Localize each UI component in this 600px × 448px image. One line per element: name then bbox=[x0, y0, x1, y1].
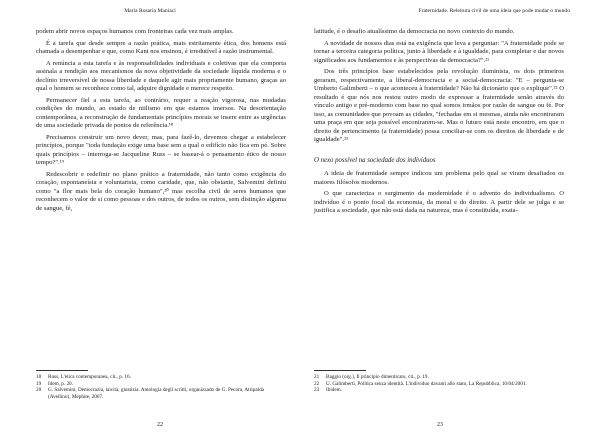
paragraph: A novidade de nossos dias está na exigência que leva a perguntar: "A fraternidade pode se tornar a terceira categoria política, junto à liberdade e à igualdade, para completar e dar novos significados aos fundamentos e às perspectivas da democracia?".²¹ bbox=[314, 39, 564, 64]
section-title: O nexo possível na sociedade dos indivíduos bbox=[314, 156, 436, 164]
footnote bbox=[36, 381, 286, 388]
footnote-text: U. Galimberti, Politica senza identità. L'individuo davanti allo stato, La Repubblica, 10/04/2001. bbox=[326, 380, 527, 387]
paragraph: Dos três princípios base estabelecidos pela revolução iluminista, os dois primeiros geraram, respectivamente, a liberal-democracia e a social-democracia: "E – pergunta-se Umberto Galimberti – o que aconteceu à fraternidade? Não há dicionário que o explique".²² O resultado é que nós nos restou outro modo de expressar a fraternidade senão através do vínculo antigo e pré-moderno com base no qual somos irmãos por razão de sangue ou fé. Por isso, as comunidades que povoam as cidades, "fechadas em si mesmas, ainda não encontraram uma praça em que seja possível encontrarem-se. Mas o futuro está neste encontro, em que o direito de pertencimento (a fraternidade) possa conciliar-se com os direitos de liberdade e de igualdade".²³ bbox=[314, 68, 564, 143]
footnote-number: 23 bbox=[314, 387, 320, 394]
left-page-number: 22 bbox=[157, 422, 163, 428]
left-body-text bbox=[36, 28, 286, 213]
footnote-number: 20 bbox=[36, 387, 42, 394]
right-body-text bbox=[314, 28, 564, 216]
paragraph: podem abrir novos espaços humanos com fronteiras cada vez mais amplas. bbox=[36, 28, 234, 35]
footnote bbox=[314, 374, 564, 381]
footnote-number: 19 bbox=[36, 380, 42, 387]
footnote-text: Ibidem. bbox=[326, 387, 342, 394]
paragraph: O que caracteriza o surgimento da modernidade é o advento do individualismo. O indivíduo é o ponto focal da economia, da moral e do direito. A partir dele se julga e se justifica a sociedade, que não está dada na natureza, mas é constituída, exata- bbox=[314, 190, 564, 214]
footnote-rule bbox=[314, 370, 366, 371]
footnote bbox=[314, 381, 564, 388]
footnote-text: Baggio (org.), Il principio dimenticato, cit., p. 19. bbox=[326, 374, 429, 380]
footnote-text: Russ, L'etica contemporanea, cit., p. 16. bbox=[48, 374, 131, 380]
paragraph: Redescobrir e redefinir no plano prático a fraternidade, não tanto como exigência do coração, espontaneísta e voluntarista, como caridade, que, não obstante, Salvemini definiu como "a flor mais bela do coração humano",²⁰ mas escolha civil de seres humanos que reconhecem o valor de si como pessoas e dos outros, de todos os outros, sem distinção alguma de sangue, fé, bbox=[36, 170, 286, 212]
paragraph: É a tarefa que desde sempre a razão prática, mais estritamente ética, dos homens está chamada a desempenhar e que, como Kant nos ensinou, é irredutível à razão instrumental. bbox=[36, 39, 286, 55]
footnote-number: 18 bbox=[36, 374, 42, 380]
right-running-head: Fraternidade. Releitura civil de uma ideia que pode mudar o mundo bbox=[418, 8, 570, 14]
paragraph: Precisamos construir um novo dever, mas, para fazê-lo, devemos chegar a estabelecer princípios, porque "toda fundação exige uma base sem a qual o edifício não fica em pé. Sobre quais princípios – interroga-se Jacqueline Russ – se basear-á o pensamento ético de nosso tempo?".¹⁹ bbox=[36, 133, 286, 166]
paragraph: Permanecer fiel a esta tarefa, ao contrário, requer a reação vigorosa, nas mudadas condições do mundo, ao estado de niilismo em que estamos imersos. Na desorientação contemporânea, a reconstrução de fundamentais princípios morais se insere entre as urgências de uma sociedade privada de pontos de referência.¹⁸ bbox=[36, 96, 286, 129]
right-footnotes bbox=[314, 370, 564, 394]
footnote-text: Idem, p. 20. bbox=[48, 380, 73, 387]
footnote-number: 21 bbox=[314, 374, 320, 380]
footnote-rule bbox=[36, 370, 88, 371]
left-footnotes bbox=[36, 370, 286, 400]
footnote-text: G. Salvemini, Democrazia, laicità, giustizia. Antologia degli scritti, organizzado de G. Pecora, Atripalda (Avellino), Mephite, 2007. bbox=[48, 387, 264, 400]
footnote-number: 22 bbox=[314, 380, 320, 387]
footnote bbox=[36, 387, 286, 400]
paragraph: A renúncia a esta tarefa e às responsabilidades individuais e coletivas que ela comporta assinala a rendição aos mecanismos da nova objetividade da sociedade líquida moderna e o declínio irreversível de nossa liberdade e daquele agir mais propriamente humano, graças ao qual o homem se reconhece como tal, adquire dignidade e merece respeito. bbox=[36, 59, 286, 92]
left-running-head: Maria Rosaria Maniaci bbox=[124, 8, 176, 14]
footnote bbox=[314, 387, 564, 394]
right-page-number: 23 bbox=[437, 422, 443, 428]
paragraph: A ideia de fraternidade sempre indicou um problema pelo qual se viram desafiados os maiores filósofos modernos. bbox=[314, 170, 564, 186]
paragraph: latitude, é o desafio atualíssimo da democracia no novo contexto do mundo. bbox=[314, 28, 515, 35]
footnote bbox=[36, 374, 286, 381]
right-page bbox=[300, 0, 600, 448]
